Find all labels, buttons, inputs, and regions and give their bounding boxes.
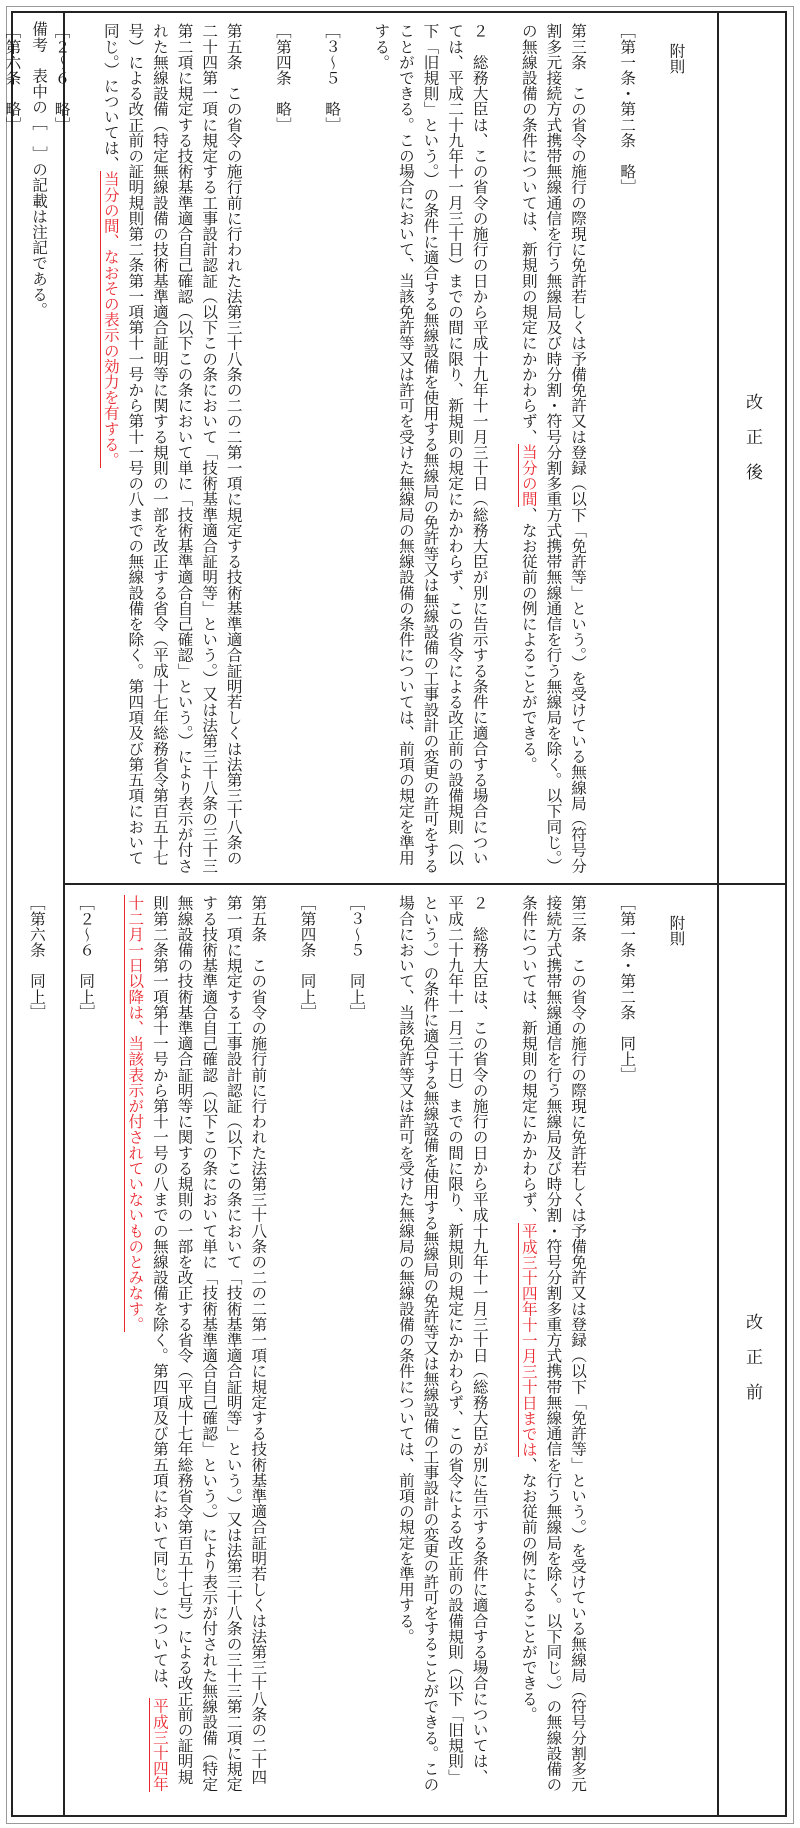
before-art3 bbox=[518, 895, 587, 1792]
note bbox=[27, 21, 51, 441]
after-art5-amended: 当分の間、なおその表示の効力を有する。 bbox=[101, 171, 120, 468]
after-p26: ［２～６ 略］ bbox=[52, 23, 71, 133]
header-before: 改正前 bbox=[742, 1313, 762, 1418]
after-art3-amended: 当分の間 bbox=[519, 444, 538, 507]
header-divider bbox=[717, 13, 719, 1815]
after-art6: ［第六条 略］ bbox=[3, 23, 22, 133]
before-p26: ［２～６ 同上］ bbox=[77, 895, 96, 1020]
header-after: 改正後 bbox=[742, 393, 762, 498]
after-p2: ２ 総務大臣は、この省令の施行の日から平成十九年十一月三十日（総務大臣が別に告示する条件に適合する場合については、平成二十九年十一月三十日）までの間に限り、新規則の規定にかかわらず、この省令による改正前の設備規則（以下「旧規則」という。）の条件に適合する無線設備を使用する無線局の免許等又は無線設備の工事設計の変更の許可をすることができる。この場合において、当該免許等又は許可を受けた無線局の無線設備の条件については、前項の規定を準用する。 bbox=[372, 23, 489, 874]
after-art12: ［第一条・第二条 略］ bbox=[618, 23, 637, 195]
before-art4: ［第四条 同上］ bbox=[298, 895, 317, 1020]
after-art5 bbox=[100, 23, 243, 873]
before-art5-amended: 平成三十四年十二月一日以降は、当該表示が付されていないものとみなす。 bbox=[126, 895, 169, 1793]
before-art5-text: 第五条 この省令の施行前に行われた法第三十八条の二の二第一項に規定する技術基準適合証明若しくは法第三十八条の二十四第一項に規定する工事設計認証（以下この条において「技術基準適合証明等」という。）又は法第三十八条の三十三第二項に規定する技術基準適合自己確認（以下この条において単に「技術基準適合自己確認」という。）により表示が付された無線設備（特定無線設備の技術基準適合証明等に関する規則の一部を改正する省令（平成十七年総務省令第百五十七号）による改正前の証明規則第二条第一項第十一号から第十一号の八までの無線設備を除く。第四項及び第五項において同じ。）については、 bbox=[150, 895, 268, 1792]
before-section bbox=[27, 885, 717, 1815]
before-art6: ［第六条 同上］ bbox=[27, 895, 46, 1020]
before-art3-amended: 平成三十四年十一月三十日までは bbox=[519, 1222, 538, 1457]
after-art4: ［第四条 略］ bbox=[273, 23, 292, 133]
before-art3-tail: 、なお従前の例によることができる。 bbox=[519, 1456, 538, 1722]
before-p35: ［３～５ 同上］ bbox=[347, 895, 366, 1020]
after-art3 bbox=[518, 23, 587, 873]
before-art12: ［第一条・第二条 同上］ bbox=[618, 895, 637, 1083]
before-text bbox=[27, 895, 713, 1795]
after-art3-text: 第三条 この省令の施行の際現に免許若しくは予備免許又は登録（以下「免許等」という。）を受けている無線局（符号分割多元接続方式携帯無線通信を行う無線局及び時分割・符号分割多重方式携帯無線通信を行う無線局を除く。以下同じ。）の無線設備の条件については、新規則の規定にかかわらず、 bbox=[519, 23, 588, 874]
before-p2: ２ 総務大臣は、この省令の施行の日から平成十九年十一月三十日（総務大臣が別に告示する条件に適合する場合については、平成二十九年十一月三十日）までの間に限り、新規則の規定にかかわらず、この省令による改正前の設備規則（以下「旧規則」という。）の条件に適合する無線設備を使用する無線局の免許等又は無線設備の工事設計の変更の許可をすることができる。この場合において、当該免許等又は許可を受けた無線局の無線設備の条件については、前項の規定を準用する。 bbox=[396, 895, 489, 1792]
after-fusoku: 附則 bbox=[667, 42, 686, 75]
after-art3-tail: 、なお従前の例によることができる。 bbox=[519, 506, 538, 772]
comparison-table bbox=[3, 11, 787, 1817]
after-art5-text: 第五条 この省令の施行前に行われた法第三十八条の二の二第一項に規定する技術基準適合証明若しくは法第三十八条の二十四第一項に規定する工事設計認証（以下この条において「技術基準適合証明等」という。）又は法第三十八条の三十三第二項に規定する技術基準適合自己確認（以下この条において単に「技術基準適合自己確認」という。）により表示が付された無線設備（特定無線設備の技術基準適合証明等に関する規則の一部を改正する省令（平成十七年総務省令第百五十七号）による改正前の証明規則第二条第一項第十一号から第十一号の八までの無線設備を除く。第四項及び第五項において同じ。）については、 bbox=[101, 23, 243, 874]
before-art3-text: 第三条 この省令の施行の際現に免許若しくは予備免許又は登録（以下「免許等」という。）を受けている無線局（符号分割多元接続方式携帯無線通信を行う無線局及び時分割・符号分割多重方式携帯無線通信を行う無線局を除く。以下同じ。）の無線設備の条件については、新規則の規定にかかわらず、 bbox=[519, 895, 588, 1792]
note-text: 表中の［ ］の記載は注記である。 bbox=[30, 67, 48, 318]
note-label: 備考 bbox=[30, 21, 48, 53]
before-art5 bbox=[124, 895, 267, 1792]
before-fusoku: 附則 bbox=[667, 914, 686, 947]
after-p35: ［３～５ 略］ bbox=[323, 23, 342, 133]
